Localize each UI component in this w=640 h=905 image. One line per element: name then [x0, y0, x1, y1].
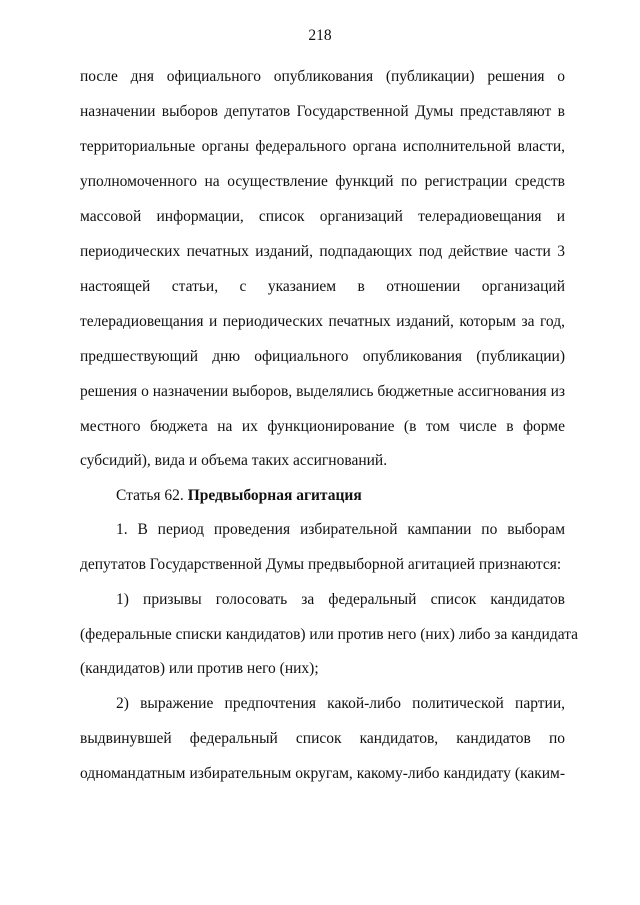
- text-line: настоящей статьи, с указанием в отношении организаций: [80, 278, 565, 295]
- text-line: 1. В период проведения избирательной кампании по выборам: [116, 521, 565, 538]
- article-heading: [116, 486, 565, 506]
- text-line: предшествующий дню официального опубликования (публикации): [80, 348, 565, 365]
- text-line: 1) призывы голосовать за федеральный список кандидатов: [116, 591, 565, 608]
- text-line: выдвинувшей федеральный список кандидатов, кандидатов по: [80, 730, 565, 747]
- article-number: Статья 62.: [116, 487, 188, 504]
- text-line: периодических печатных изданий, подпадающих под действие части 3: [80, 243, 565, 260]
- text-line: депутатов Государственной Думы предвыборной агитацией признаются:: [80, 556, 562, 573]
- text-line: массовой информации, список организаций телерадиовещания и: [80, 208, 565, 225]
- text-line: решения о назначении выборов, выделялись бюджетные ассигнования из: [80, 383, 565, 400]
- text-line: телерадиовещания и периодических печатных изданий, которым за год,: [80, 313, 565, 330]
- text-line: (кандидатов) или против него (них);: [80, 660, 319, 677]
- text-line: 2) выражение предпочтения какой-либо политической партии,: [116, 695, 565, 712]
- text-line: одномандатным избирательным округам, какому-либо кандидату (каким-: [80, 765, 565, 782]
- article-title: Предвыборная агитация: [187, 487, 362, 504]
- text-line: после дня официального опубликования (публикации) решения о: [80, 68, 565, 85]
- text-line: территориальные органы федерального органа исполнительной власти,: [80, 138, 565, 155]
- text-line: (федеральные списки кандидатов) или против него (них) либо за кандидата: [80, 626, 579, 643]
- text-line: назначении выборов депутатов Государственной Думы представляют в: [80, 103, 565, 120]
- text-line: местного бюджета на их функционирование (в том числе в форме: [80, 418, 565, 435]
- page-number: 218: [308, 27, 332, 44]
- text-line: субсидий), вида и объема таких ассигнований.: [80, 452, 388, 469]
- text-line: уполномоченного на осуществление функций по регистрации средств: [80, 173, 565, 190]
